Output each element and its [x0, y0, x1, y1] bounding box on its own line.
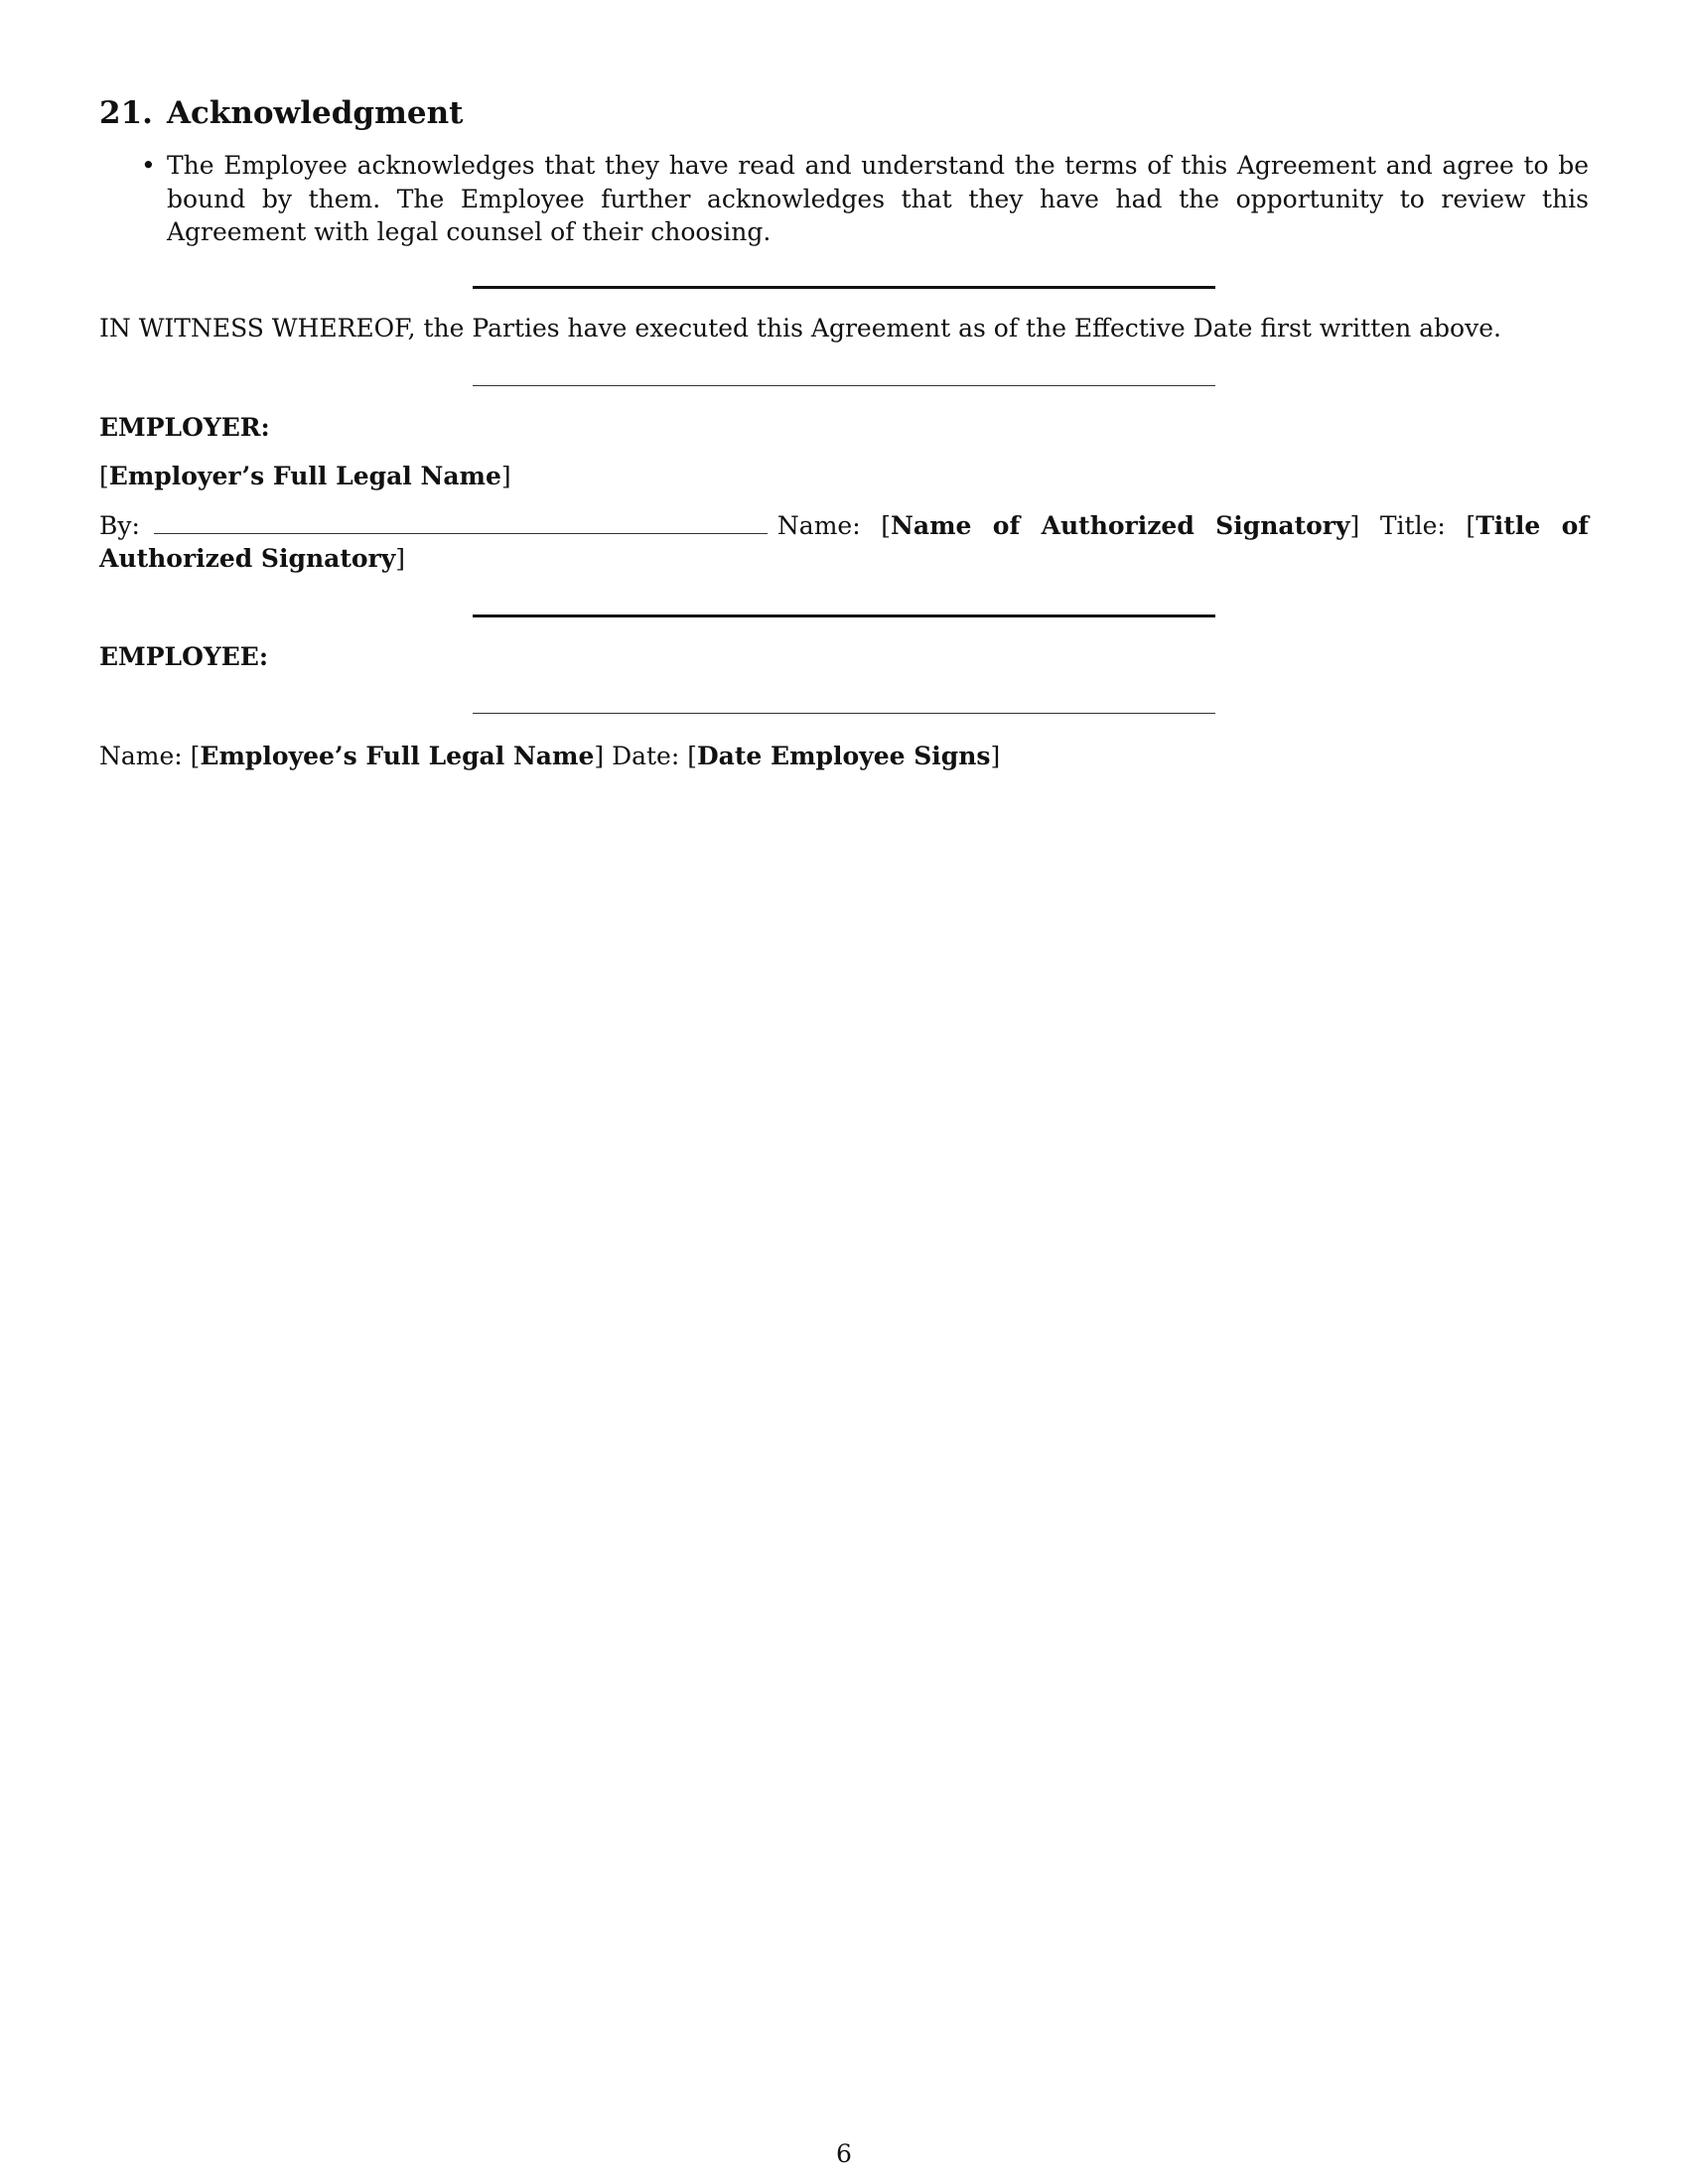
employee-signature-line[interactable]	[473, 713, 1215, 714]
acknowledgment-list	[99, 149, 1589, 249]
signatory-title-placeholder: Title of Authorized Signatory	[99, 511, 1590, 573]
employee-details-line: Name: [Employee’s Full Legal Name] Date: [Date Employee Signs]	[99, 742, 1001, 770]
section-number: 21.	[99, 95, 153, 131]
acknowledgment-text: The Employee acknowledges that they have read and understand the terms of this Agreement and agree to be bound by them. The Employee further acknowledges that they have had the opportunity to review this Agreement with legal counsel of their choosing.	[167, 151, 1589, 246]
by-label: By:	[99, 511, 140, 540]
employer-name-line: [Employer’s Full Legal Name]	[99, 462, 511, 490]
employee-name-placeholder: Employee’s Full Legal Name	[200, 742, 595, 770]
date-placeholder: Date Employee Signs	[696, 742, 991, 770]
title-label: Title:	[1379, 511, 1446, 540]
section-heading	[99, 95, 463, 131]
employee-name-label: Name:	[99, 742, 183, 770]
employer-signature-block: By: Name: [Name of Authorized Signatory] Title: [Title of Authorized Signatory]	[99, 511, 1590, 573]
witness-clause: IN WITNESS WHEREOF, the Parties have executed this Agreement as of the Effective Date first written above.	[99, 314, 1501, 342]
employer-signature-line[interactable]	[154, 509, 768, 534]
signatory-name-placeholder: Name of Authorized Signatory	[891, 511, 1350, 540]
page-number: 6	[836, 2139, 852, 2168]
bullet-icon: •	[141, 151, 156, 180]
name-label: Name:	[776, 511, 861, 540]
list-item	[99, 149, 1589, 249]
divider	[473, 286, 1215, 289]
section-title: Acknowledgment	[166, 95, 464, 131]
employee-heading: EMPLOYEE:	[99, 642, 269, 671]
date-label: Date:	[612, 742, 680, 770]
divider	[473, 614, 1215, 617]
employer-name-placeholder: Employer’s Full Legal Name	[108, 462, 501, 490]
employer-heading: EMPLOYER:	[99, 413, 270, 442]
divider	[473, 385, 1215, 386]
